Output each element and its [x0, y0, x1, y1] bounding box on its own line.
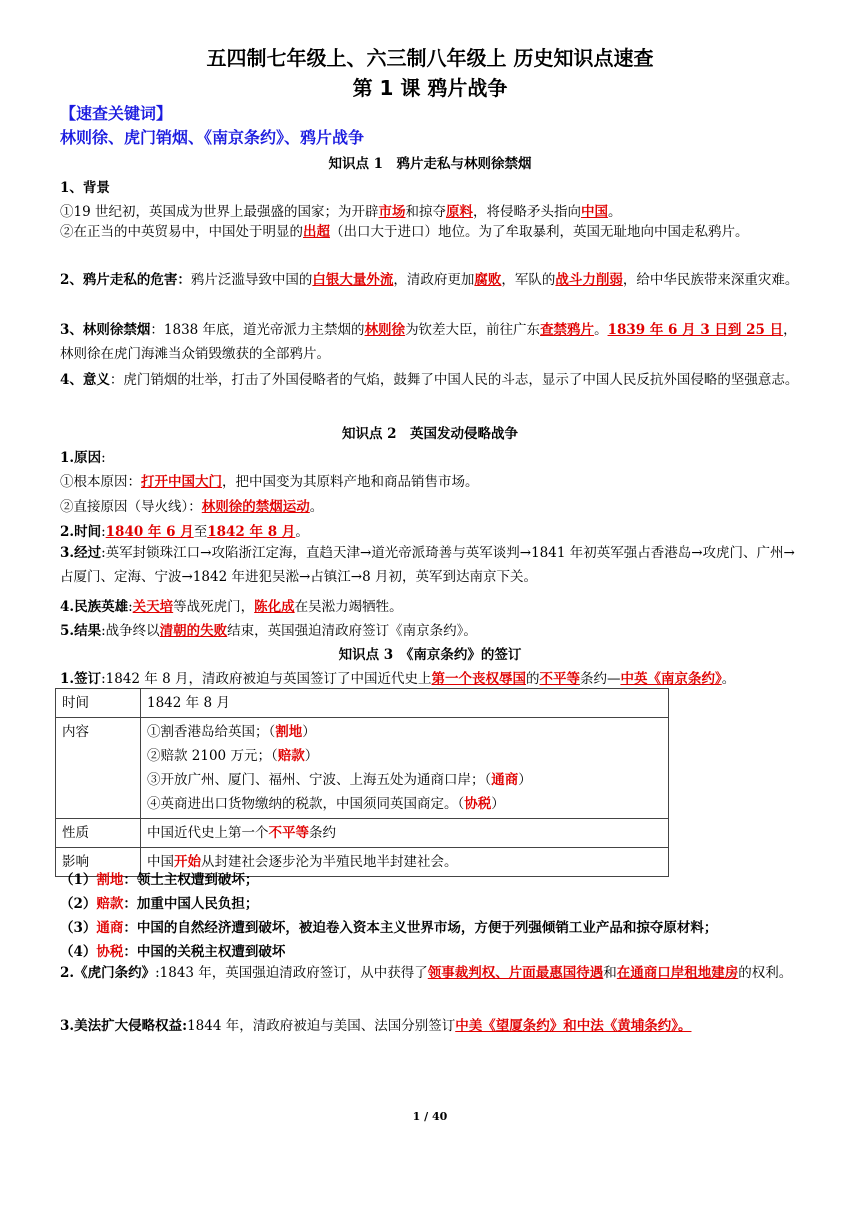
kp2-cause-root: ①根本原因：打开中国大门，把中国变为其原料产地和商品销售市场。 — [60, 474, 479, 490]
effect-3: （3）通商：中国的自然经济遭到破坏，被迫卷入资本主义世界市场，方便于列强倾销工业产品和掠夺原材料； — [60, 920, 718, 936]
table-header-cell: 性质 — [56, 819, 141, 848]
table-header-cell: 时间 — [56, 689, 141, 718]
kp2-cause-direct: ②直接原因（导火线）：林则徐的禁烟运动。 — [60, 499, 324, 515]
kp1-significance: 4、意义：虎门销烟的壮举，打击了外国侵略者的气焰，鼓舞了中国人民的斗志，显示了中国人民反抗外国侵略的坚强意志。 — [60, 372, 799, 388]
kp1-ban: 3、林则徐禁烟：1838 年底，道光帝派力主禁烟的林则徐为钦差大臣，前往广东查禁鸦片。1839 年 6 月 3 日到 25 日，林则徐在虎门海滩当众销毁缴获的全部鸦片。 — [60, 322, 797, 362]
kp2-result: 5.结果:战争终以清朝的失败结束，英国强迫清政府签订《南京条约》。 — [60, 623, 477, 639]
table-row — [56, 819, 669, 848]
effect-1: （1）割地：领土主权遭到破坏； — [60, 872, 259, 888]
lesson-title: 第 1 课 鸦片战争 — [352, 76, 508, 100]
kp2-heroes: 4.民族英雄:关天培等战死虎门，陈化成在吴淞力竭牺牲。 — [60, 599, 403, 615]
page-number: 1 / 40 — [412, 1110, 448, 1123]
keywords-heading: 【速查关键词】 — [60, 104, 173, 123]
kp3-title: 知识点 3 《南京条约》的签订 — [338, 647, 522, 663]
kp1-title: 知识点 1 鸦片走私与林则徐禁烟 — [328, 156, 532, 172]
humen-treaty: 2.《虎门条约》:1843 年，英国强迫清政府签订，从中获得了领事裁判权、片面最惠国待遇和在通商口岸租地建房的权利。 — [60, 965, 793, 981]
table-header-cell: 影响 — [56, 848, 141, 877]
effect-2: （2）赔款：加重中国人民负担； — [60, 896, 259, 912]
effect-4: （4）协税：中国的关税主权遭到破坏 — [60, 944, 286, 960]
kp3-signing: 1.签订:1842 年 8 月，清政府被迫与英国签订了中国近代史上第一个丧权辱国的不平等条约—中英《南京条约》。 — [60, 671, 736, 687]
us-france-treaties: 3.美法扩大侵略权益:1844 年，清政府被迫与美国、法国分别签订中美《望厦条约》和中法《黄埔条约》。 — [60, 1018, 692, 1034]
table-cell: ①割香港岛给英国；（割地） ②赔款 2100 万元；（赔款） ③开放广州、厦门、福州、宁波、上海五处为通商口岸；（通商） ④英商进出口货物缴纳的税款，中国须同英国商定。（协税） — [141, 718, 669, 819]
treaty-table — [55, 688, 669, 877]
document-title: 五四制七年级上、六三制八年级上 历史知识点速查 — [206, 46, 654, 70]
keywords-text: 林则徐、虎门销烟、《南京条约》、鸦片战争 — [60, 128, 365, 147]
kp2-title: 知识点 2 英国发动侵略战争 — [341, 426, 519, 442]
table-row — [56, 689, 669, 718]
kp2-time: 2.时间:1840 年 6 月至1842 年 8 月。 — [60, 524, 309, 540]
kp1-background-label: 1、背景 — [60, 180, 110, 196]
kp1-harm: 2、鸦片走私的危害：鸦片泛滥导致中国的白银大量外流，清政府更加腐败，军队的战斗力削弱，给中华民族带来深重灾难。 — [60, 272, 799, 288]
table-cell: 中国开始从封建社会逐步沦为半殖民地半封建社会。 — [141, 848, 669, 877]
table-header-cell: 内容 — [56, 718, 141, 819]
table-cell: 中国近代史上第一个不平等条约 — [141, 819, 669, 848]
kp1-background-line1: ①19 世纪初，英国成为世界上最强盛的国家；为开辟市场和掠夺原料，将侵略矛头指向中国。 — [60, 204, 622, 220]
table-row — [56, 718, 669, 819]
kp2-process: 3.经过:英军封锁珠江口→攻陷浙江定海，直趋天津→道光帝派琦善与英军谈判→1841 年初英军强占香港岛→攻虎门、广州→占厦门、定海、宁波→1842 年进犯吴淞→占镇江→8 月初，英军到达南京下关。 — [60, 545, 795, 585]
kp2-cause-label: 1.原因: — [60, 450, 106, 466]
table-cell: 1842 年 8 月 — [141, 689, 669, 718]
kp1-background-line2: ②在正当的中英贸易中，中国处于明显的出超（出口大于进口）地位。为了牟取暴利，英国无耻地向中国走私鸦片。 — [60, 224, 749, 240]
